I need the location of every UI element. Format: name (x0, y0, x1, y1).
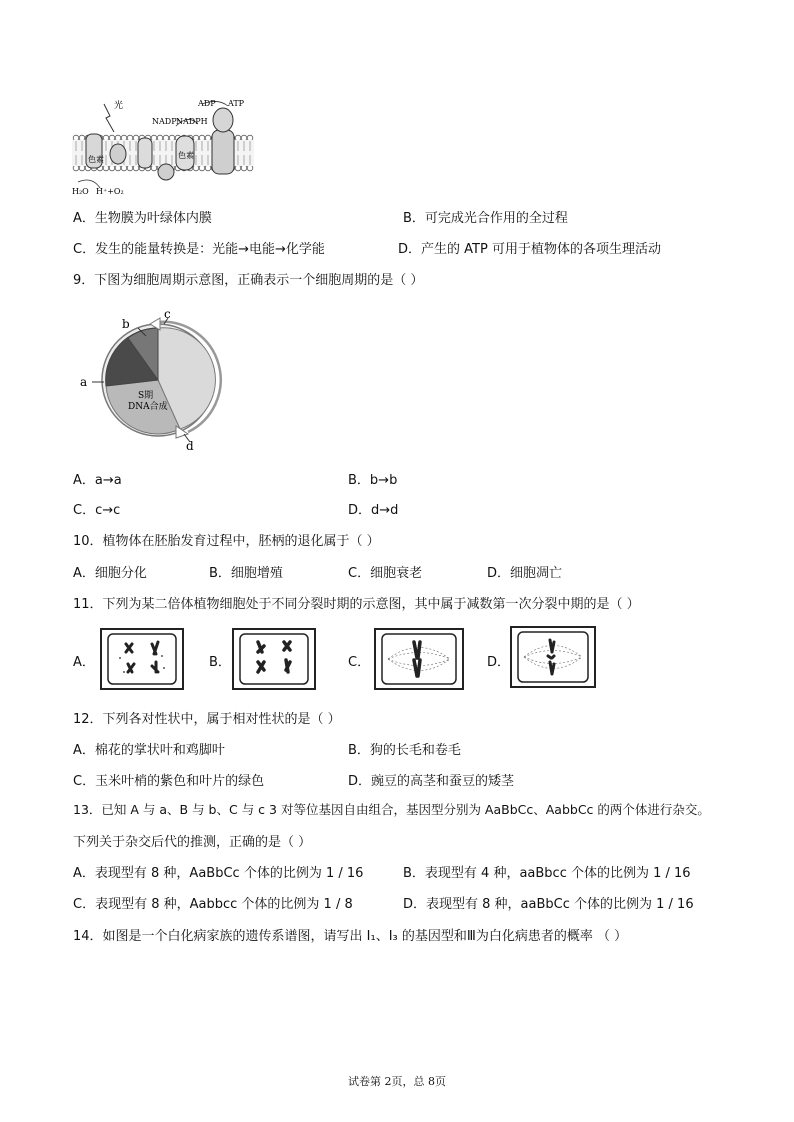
q12-option-b[interactable]: B．狗的长毛和卷毛 (348, 743, 461, 758)
q13-stem-line1: 13．已知 A 与 a、B 与 b、C 与 c 3 对等位基因自由组合，基因型分别为 AaBbCc、AabbCc 的两个体进行杂交。 (73, 802, 710, 817)
q13-option-a[interactable]: A．表现型有 8 种，AaBbCc 个体的比例为 1 / 16 (73, 866, 364, 881)
adp-label: ADP (198, 99, 216, 108)
q11-cell-a[interactable] (100, 628, 184, 690)
h2o-label: H₂O (72, 187, 89, 196)
s-phase-label: S期 (138, 391, 154, 401)
q14-stem: 14．如图是一个白化病家族的遗传系谱图，请写出 Ⅰ₁、Ⅰ₃ 的基因型和Ⅲ为白化病患者的概率 （ ） (73, 929, 628, 944)
q8-option-b[interactable]: B．可完成光合作用的全过程 (403, 211, 568, 226)
q9-stem: 9．下图为细胞周期示意图，正确表示一个细胞周期的是（ ） (73, 273, 424, 288)
q9-option-b[interactable]: B．b→b (348, 473, 398, 488)
atp-label: ATP (228, 99, 245, 108)
q12-stem: 12．下列各对性状中，属于相对性状的是（ ） (73, 712, 341, 727)
light-label: 光 (114, 101, 124, 111)
cycle-label-a: a (80, 375, 88, 389)
q12-option-a[interactable]: A．棉花的掌状叶和鸡脚叶 (73, 743, 225, 758)
q10-option-b[interactable]: B．细胞增殖 (209, 566, 283, 581)
q8-option-c[interactable]: C．发生的能量转换是：光能→电能→化学能 (73, 242, 325, 257)
q12-option-d[interactable]: D．豌豆的高茎和蚕豆的矮茎 (348, 774, 515, 789)
q13-option-d[interactable]: D．表现型有 8 种，aaBbCc 个体的比例为 1 / 16 (403, 897, 694, 912)
page-footer: 试卷第 2页，总 8页 (348, 1075, 446, 1088)
dna-synthesis-label: DNA合成 (128, 402, 168, 412)
cycle-label-c: c (164, 308, 171, 321)
q10-option-c[interactable]: C．细胞衰老 (348, 566, 423, 581)
cycle-label-d: d (186, 439, 194, 453)
q13-option-c[interactable]: C．表现型有 8 种，Aabbcc 个体的比例为 1 / 8 (73, 897, 353, 912)
q9-option-a[interactable]: A．a→a (73, 473, 122, 488)
q11-option-c-label[interactable]: C． (348, 655, 371, 670)
pigment-left-label: 色素 (88, 155, 104, 164)
q11-cell-c[interactable] (374, 628, 464, 690)
q11-cell-b[interactable] (232, 628, 316, 690)
cycle-label-b: b (122, 317, 130, 331)
q11-option-b-label[interactable]: B． (209, 655, 231, 670)
q13-stem-line2: 下列关于杂交后代的推测，正确的是（ ） (73, 835, 312, 850)
q12-option-c[interactable]: C．玉米叶梢的紫色和叶片的绿色 (73, 774, 265, 789)
q8-option-a[interactable]: A．生物膜为叶绿体内膜 (73, 211, 212, 226)
pigment-mid-label: 色素 (178, 151, 194, 160)
nadp-label: NADP⁺ (152, 117, 181, 126)
thylakoid-membrane-figure (70, 96, 260, 200)
products-label: H⁺+O₂ (96, 187, 124, 196)
q13-option-b[interactable]: B．表现型有 4 种，aaBbcc 个体的比例为 1 / 16 (403, 866, 691, 881)
q11-option-d-label[interactable]: D． (487, 655, 511, 670)
nadph-label: NADPH (176, 117, 208, 126)
q11-cell-d[interactable] (510, 626, 596, 690)
q9-option-c[interactable]: C．c→c (73, 503, 121, 518)
q9-option-d[interactable]: D．d→d (348, 503, 399, 518)
q8-option-d[interactable]: D．产生的 ATP 可用于植物体的各项生理活动 (398, 242, 661, 257)
q11-option-a-label[interactable]: A． (73, 655, 95, 670)
cell-cycle-figure (76, 308, 226, 458)
q10-option-a[interactable]: A．细胞分化 (73, 566, 147, 581)
q11-stem: 11．下列为某二倍体植物细胞处于不同分裂时期的示意图，其中属于减数第一次分裂中期的是（ ） (73, 597, 640, 612)
q10-option-d[interactable]: D．细胞凋亡 (487, 566, 563, 581)
q10-stem: 10．植物体在胚胎发育过程中，胚柄的退化属于（ ） (73, 534, 380, 549)
